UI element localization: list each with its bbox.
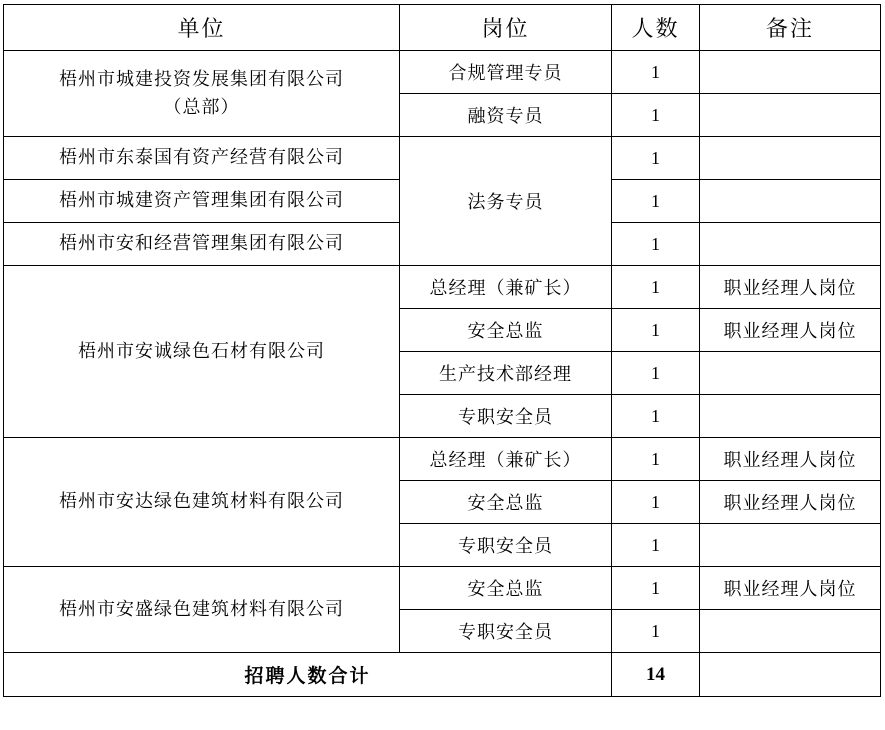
- cell-post: 总经理（兼矿长）: [400, 266, 612, 309]
- total-row: [4, 653, 881, 697]
- cell-note: [700, 223, 881, 266]
- cell-note: 职业经理人岗位: [700, 266, 881, 309]
- cell-unit: [4, 51, 400, 137]
- table-row: [4, 137, 881, 180]
- cell-post: 法务专员: [400, 137, 612, 266]
- cell-unit: 梧州市安盛绿色建筑材料有限公司: [4, 567, 400, 653]
- total-label: 招聘人数合计: [4, 653, 612, 697]
- cell-count: 1: [612, 395, 700, 438]
- header-post: 岗位: [400, 5, 612, 51]
- cell-post: 总经理（兼矿长）: [400, 438, 612, 481]
- cell-count: 1: [612, 137, 700, 180]
- table-row: [4, 438, 881, 481]
- cell-count: 1: [612, 567, 700, 610]
- cell-count: 1: [612, 94, 700, 137]
- cell-count: 1: [612, 223, 700, 266]
- table-body: [4, 51, 881, 697]
- cell-note: [700, 137, 881, 180]
- cell-post: 专职安全员: [400, 395, 612, 438]
- cell-post: 专职安全员: [400, 610, 612, 653]
- header-count: 人数: [612, 5, 700, 51]
- cell-post: 合规管理专员: [400, 51, 612, 94]
- total-count: 14: [612, 653, 700, 697]
- cell-note: [700, 610, 881, 653]
- cell-post: 生产技术部经理: [400, 352, 612, 395]
- cell-count: 1: [612, 481, 700, 524]
- cell-note: 职业经理人岗位: [700, 481, 881, 524]
- cell-unit: 梧州市安诚绿色石材有限公司: [4, 266, 400, 438]
- cell-count: 1: [612, 610, 700, 653]
- cell-count: 1: [612, 180, 700, 223]
- cell-unit: 梧州市安达绿色建筑材料有限公司: [4, 438, 400, 567]
- cell-count: 1: [612, 438, 700, 481]
- cell-note: [700, 524, 881, 567]
- cell-post: 安全总监: [400, 309, 612, 352]
- table-header: [4, 5, 881, 51]
- cell-unit: 梧州市东泰国有资产经营有限公司: [4, 137, 400, 180]
- cell-count: 1: [612, 309, 700, 352]
- cell-post: 融资专员: [400, 94, 612, 137]
- cell-note: 职业经理人岗位: [700, 309, 881, 352]
- unit-name-line2: （总部）: [163, 96, 240, 117]
- header-unit: 单位: [4, 5, 400, 51]
- cell-note: [700, 94, 881, 137]
- cell-unit: 梧州市城建资产管理集团有限公司: [4, 180, 400, 223]
- table-row: [4, 567, 881, 610]
- cell-post: 安全总监: [400, 481, 612, 524]
- cell-note: [700, 395, 881, 438]
- total-note: [700, 653, 881, 697]
- header-row: [4, 5, 881, 51]
- cell-note: [700, 51, 881, 94]
- cell-count: 1: [612, 524, 700, 567]
- unit-name-line1: 梧州市城建投资发展集团有限公司: [59, 68, 344, 89]
- cell-note: 职业经理人岗位: [700, 567, 881, 610]
- cell-note: 职业经理人岗位: [700, 438, 881, 481]
- cell-note: [700, 180, 881, 223]
- cell-post: 安全总监: [400, 567, 612, 610]
- document-page: [0, 4, 885, 730]
- table-row: [4, 51, 881, 94]
- cell-post: 专职安全员: [400, 524, 612, 567]
- recruitment-table: [3, 4, 881, 697]
- cell-unit: 梧州市安和经营管理集团有限公司: [4, 223, 400, 266]
- cell-count: 1: [612, 352, 700, 395]
- cell-note: [700, 352, 881, 395]
- cell-count: 1: [612, 266, 700, 309]
- cell-count: 1: [612, 51, 700, 94]
- table-row: [4, 266, 881, 309]
- header-note: 备注: [700, 5, 881, 51]
